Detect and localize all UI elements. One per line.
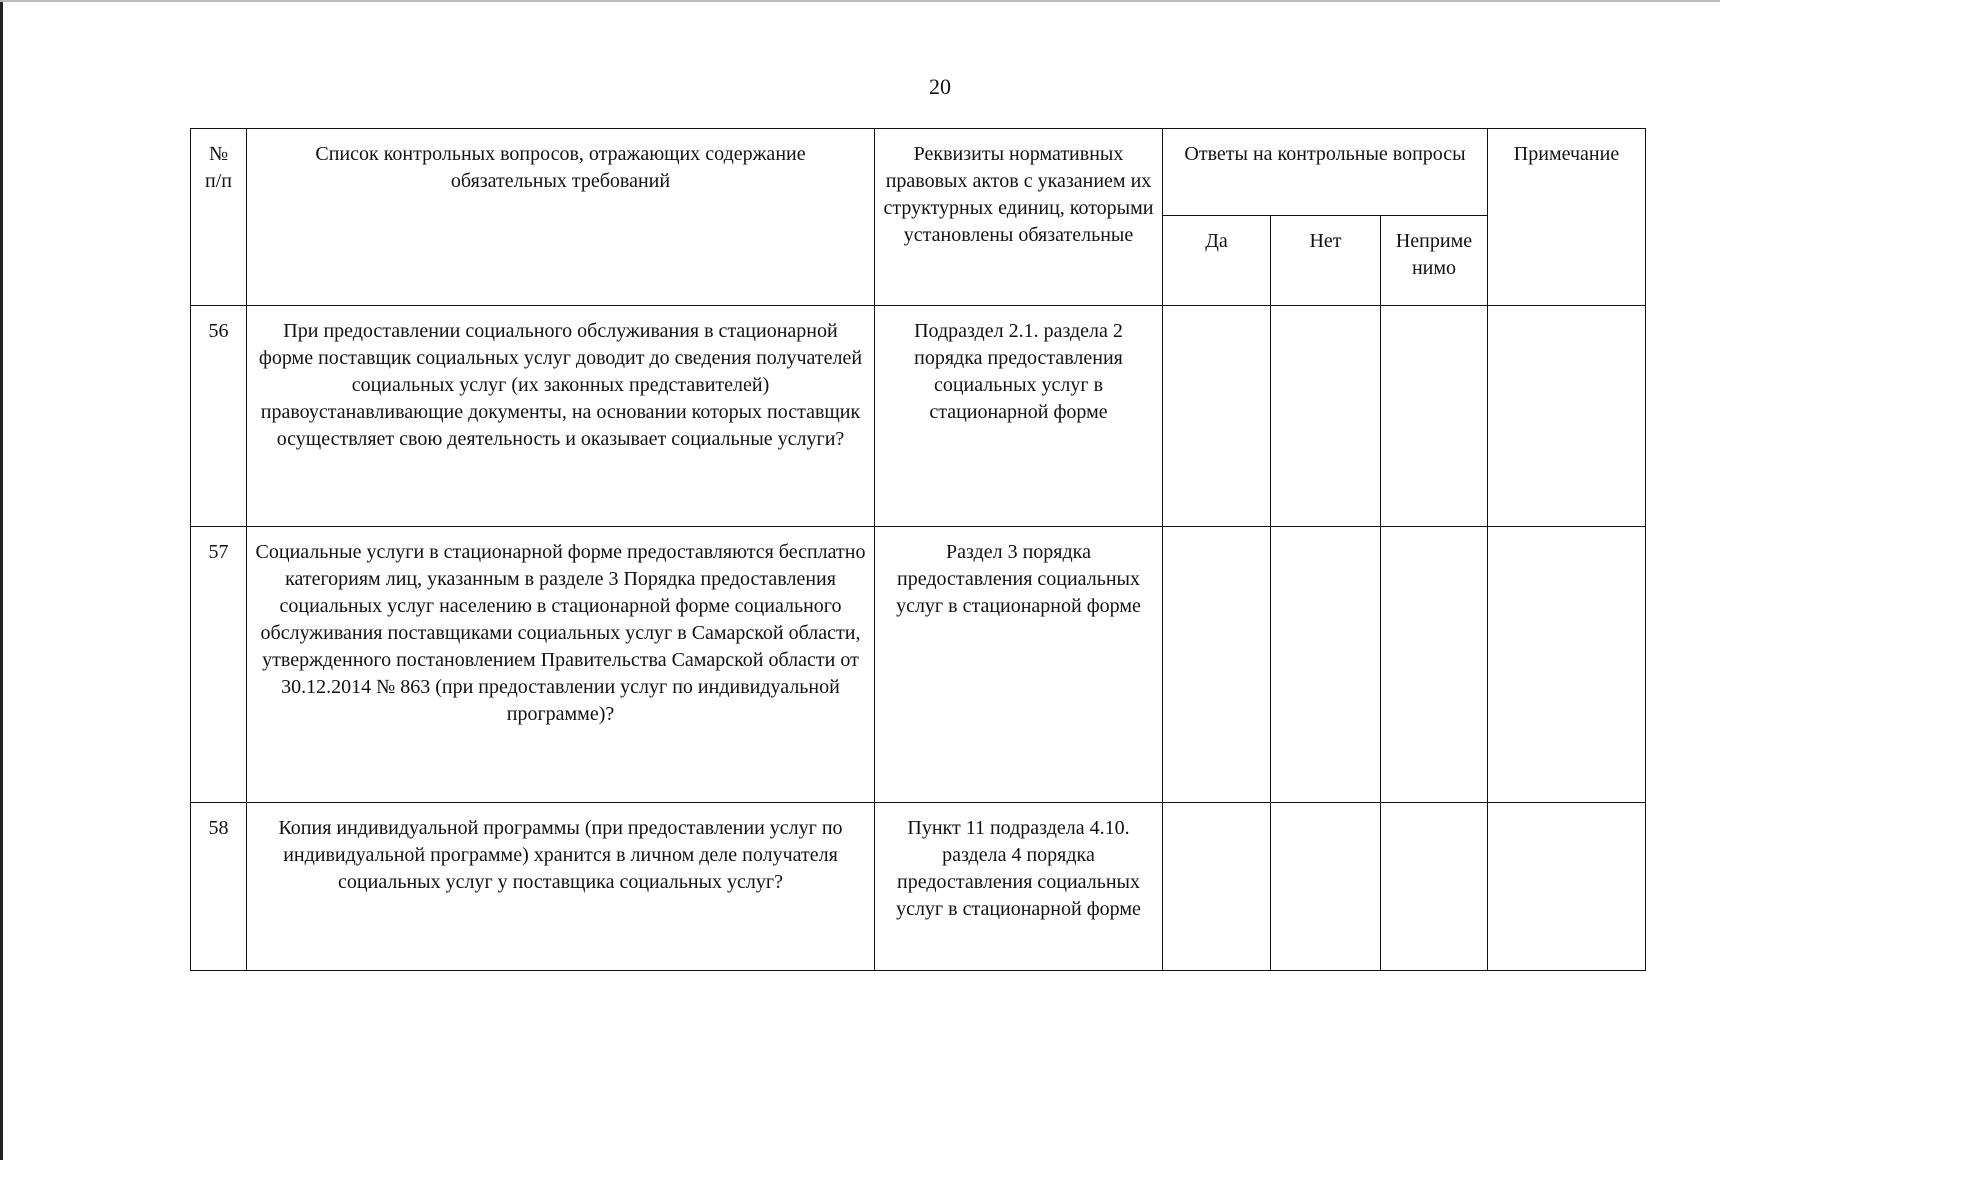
row-answer-not-applicable[interactable] [1381, 306, 1488, 527]
row-answer-no[interactable] [1271, 803, 1381, 971]
header-requisites-cell [875, 129, 1163, 306]
header-requisites: Реквизиты нормативных правовых актов с указанием их структурных единиц, которыми установлены обязательные [883, 143, 1154, 246]
table-row [191, 306, 1646, 527]
row-note[interactable] [1488, 306, 1646, 527]
scan-top-border [0, 0, 1720, 2]
row-requisites: Подраздел 2.1. раздела 2 порядка предоставления социальных услуг в стационарной форме [875, 306, 1163, 527]
table-header [191, 129, 1646, 306]
row-answer-not-applicable[interactable] [1381, 803, 1488, 971]
table-row [191, 527, 1646, 803]
row-answer-not-applicable[interactable] [1381, 527, 1488, 803]
table-row [191, 803, 1646, 971]
row-note[interactable] [1488, 527, 1646, 803]
row-requisites: Пункт 11 подраздела 4.10. раздела 4 порядка предоставления социальных услуг в стационарной форме [875, 803, 1163, 971]
header-question: Список контрольных вопросов, отражающих содержание обязательных требований [247, 129, 875, 306]
row-number: 57 [191, 527, 247, 803]
row-answer-yes[interactable] [1163, 803, 1271, 971]
page-number: 20 [929, 74, 951, 99]
row-answer-no[interactable] [1271, 306, 1381, 527]
row-answer-yes[interactable] [1163, 527, 1271, 803]
header-no: Нет [1271, 216, 1381, 306]
header-yes: Да [1163, 216, 1271, 306]
row-number: 58 [191, 803, 247, 971]
header-answers: Ответы на контрольные вопросы [1163, 129, 1488, 216]
row-note[interactable] [1488, 803, 1646, 971]
row-number: 56 [191, 306, 247, 527]
checklist-table [190, 128, 1646, 971]
header-not-applicable: Неприме нимо [1381, 216, 1488, 306]
scan-left-border [0, 0, 3, 1160]
header-note: Примечание [1488, 129, 1646, 306]
row-answer-no[interactable] [1271, 527, 1381, 803]
header-number: № п/п [191, 129, 247, 306]
row-requisites: Раздел 3 порядка предоставления социальных услуг в стационарной форме [875, 527, 1163, 803]
row-question: При предоставлении социального обслуживания в стационарной форме поставщик социальных услуг доводит до сведения получателей социальных услуг (их законных представителей) правоустанавливающие документы, на основании которых поставщик осуществляет свою деятельность и оказывает социальные услуги? [247, 306, 875, 527]
row-question: Социальные услуги в стационарной форме предоставляются бесплатно категориям лиц, указанным в разделе 3 Порядка предоставления социальных услуг населению в стационарной форме социального обслуживания поставщиками социальных услуг в Самарской области, утвержденного постановлением Правительства Самарской области от 30.12.2014 № 863 (при предоставлении услуг по индивидуальной программе)? [247, 527, 875, 803]
row-answer-yes[interactable] [1163, 306, 1271, 527]
row-question: Копия индивидуальной программы (при предоставлении услуг по индивидуальной программе) хранится в личном деле получателя социальных услуг у поставщика социальных услуг? [247, 803, 875, 971]
